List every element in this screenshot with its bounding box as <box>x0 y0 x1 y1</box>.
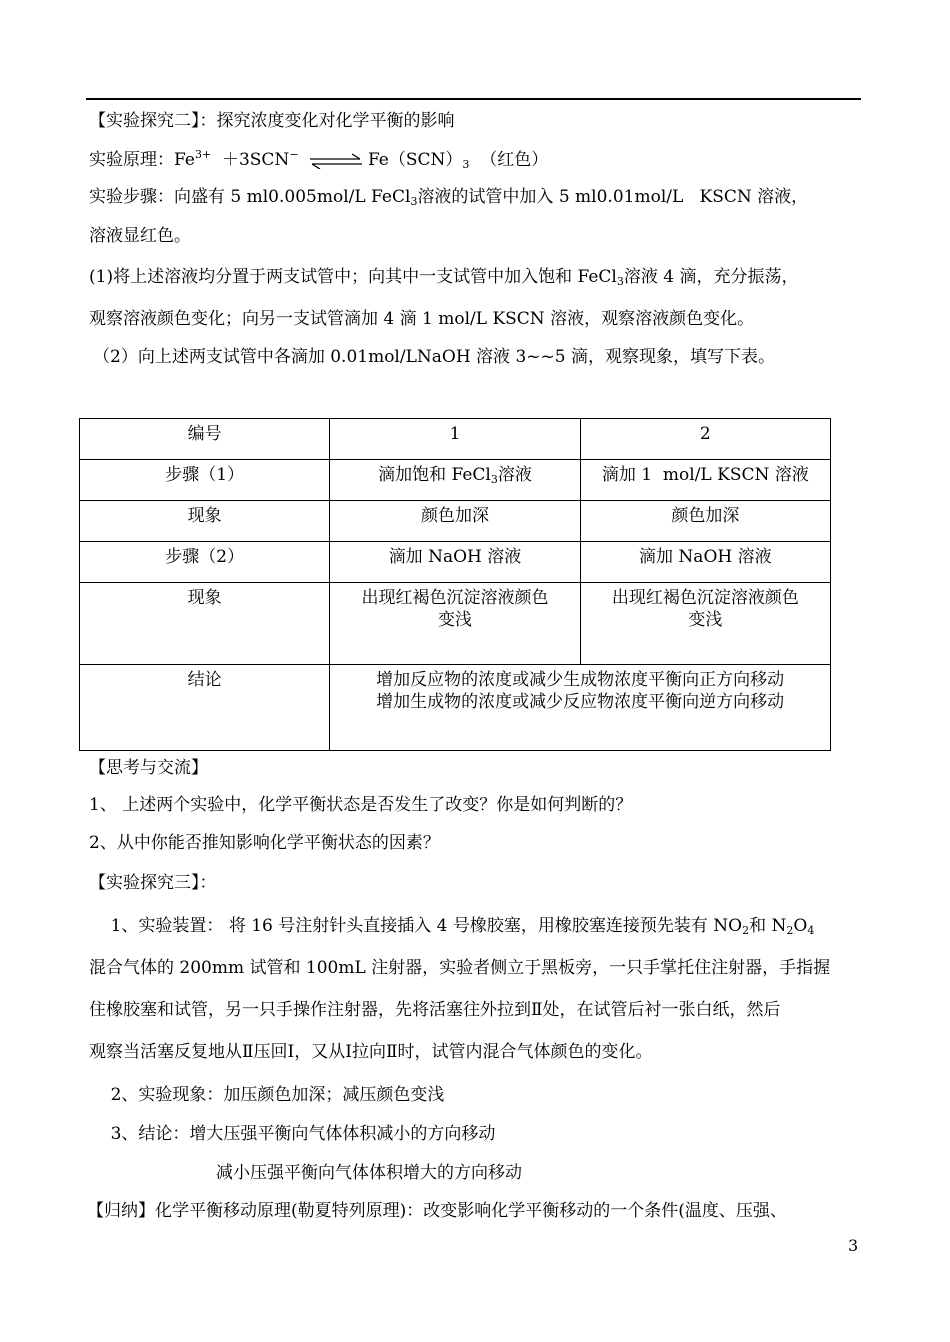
table-cell: 颜色加深 <box>580 501 830 542</box>
product: Fe（SCN） <box>367 150 463 170</box>
section3-heading: 【实验探究三】： <box>89 873 217 893</box>
red-color-note: （红色） <box>469 150 549 170</box>
summary-line: 【归纳】化学平衡移动原理(勒夏特列原理)：改变影响化学平衡移动的一个条件(温度、压强、 <box>87 1201 787 1221</box>
table-row <box>80 542 831 583</box>
table-row <box>80 419 831 460</box>
table-row <box>80 460 831 501</box>
step2-line: （2）向上述两支试管中各滴加 0.01mol/LNaOH 溶液 3~~5 滴，观察现象，填写下表。 <box>93 347 775 367</box>
table-cell: 结论 <box>80 665 330 751</box>
step1-line-2: 观察溶液颜色变化；向另一支试管滴加 4 滴 1 mol/L KSCN 溶液，观察溶液颜色变化。 <box>89 309 755 329</box>
page-number: 3 <box>848 1236 859 1255</box>
think-question-1: 1、 上述两个实验中，化学平衡状态是否发生了改变？你是如何判断的？ <box>89 795 633 815</box>
table-header-cell: 编号 <box>80 419 330 460</box>
section3-para2: 2、实验现象：加压颜色加深；减压颜色变浅 <box>89 1085 445 1105</box>
table-row <box>80 501 831 542</box>
section3-para1-line2: 混合气体的 200mm 试管和 100mL 注射器，实验者侧立于黑板旁，一只手掌托住注射器，手指握 <box>89 958 831 978</box>
section3-para1-line1: 1、实验装置： 将 16 号注射针头直接插入 4 号橡胶塞，用橡胶塞连接预先装有 $NO_2$和 $N_2O_4$ <box>89 916 815 937</box>
table-cell-conclusion: 增加反应物的浓度或减少生成物浓度平衡向正方向移动 增加生成物的浓度或减少反应物浓度平衡向逆方向移动 <box>330 665 831 751</box>
section3-para1-line4: 观察当活塞反复地从Ⅱ压回Ⅰ，又从Ⅰ拉向Ⅱ时，试管内混合气体颜色的变化。 <box>89 1042 653 1062</box>
results-table <box>79 418 831 751</box>
equilibrium-arrow-icon <box>308 153 364 169</box>
table-cell: 现象 <box>80 583 330 665</box>
fe-ion: Fe <box>174 150 195 170</box>
table-cell: 滴加饱和 FeCl$_3$溶液 <box>330 460 580 501</box>
table-header-cell: 2 <box>580 419 830 460</box>
table-cell: 滴加 NaOH 溶液 <box>580 542 830 583</box>
steps-line-2: 溶液显红色。 <box>89 226 191 246</box>
table-cell: 颜色加深 <box>330 501 580 542</box>
think-heading: 【思考与交流】 <box>89 758 208 778</box>
principle-label: 实验原理： <box>89 150 174 170</box>
header-rule <box>86 98 861 100</box>
think-question-2: 2、从中你能否推知影响化学平衡状态的因素？ <box>89 833 440 853</box>
section3-para3: 3、结论：增大压强平衡向气体体积减小的方向移动 <box>89 1124 496 1144</box>
section3-para3-b: 减小压强平衡向气体体积增大的方向移动 <box>216 1163 522 1183</box>
table-cell: 滴加 NaOH 溶液 <box>330 542 580 583</box>
table-cell: 现象 <box>80 501 330 542</box>
step1-line-1: (1)将上述溶液均分置于两支试管中；向其中一支试管中加入饱和 FeCl$_3$溶液 4 滴，充分振荡， <box>89 267 799 288</box>
section2-heading: 【实验探究二】：探究浓度变化对化学平衡的影响 <box>89 111 455 131</box>
table-cell: 步骤（2） <box>80 542 330 583</box>
table-cell: 出现红褐色沉淀溶液颜色 变浅 <box>580 583 830 665</box>
steps-line-1: 实验步骤：向盛有 5 ml0.005mol/L FeCl$_3$溶液的试管中加入 5 ml0.01mol/L KSCN 溶液， <box>89 187 809 208</box>
table-cell: 步骤（1） <box>80 460 330 501</box>
section3-para1-line3: 住橡胶塞和试管，另一只手操作注射器，先将活塞往外拉到Ⅱ处，在试管后衬一张白纸，然后 <box>89 1000 781 1020</box>
table-cell: 滴加 1 mol/L KSCN 溶液 <box>580 460 830 501</box>
table-row <box>80 665 831 751</box>
scn-ion: ＋3SCN <box>211 150 290 170</box>
table-header-cell: 1 <box>330 419 580 460</box>
table-cell: 出现红褐色沉淀溶液颜色 变浅 <box>330 583 580 665</box>
reaction-equation: 实验原理：$Fe^{3+} +3SCN^-$ $Fe(SCN)_3$ （红色） <box>89 148 549 171</box>
table-row <box>80 583 831 665</box>
